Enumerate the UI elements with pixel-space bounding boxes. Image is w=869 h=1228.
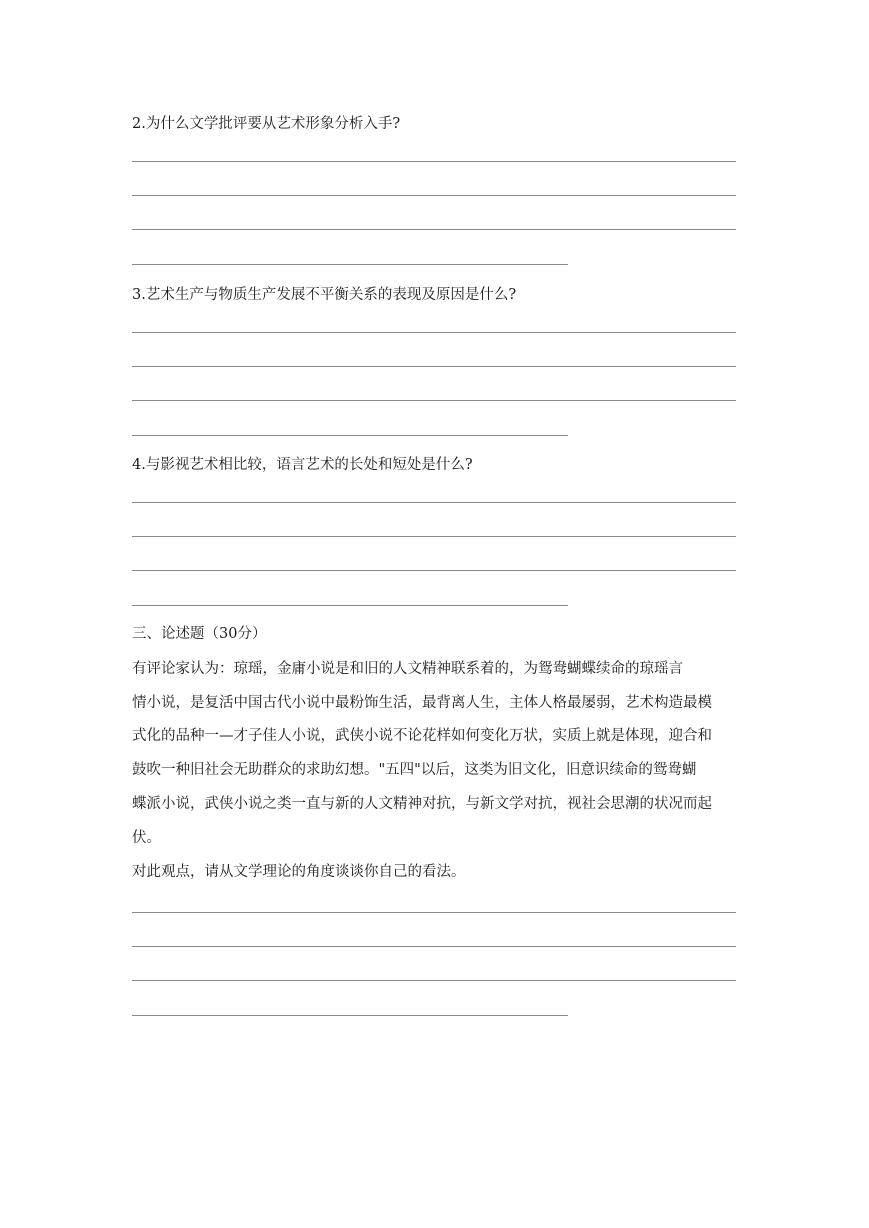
answer-line[interactable] [132,502,736,503]
essay-paragraph-line: 鼓吹一种旧社会无助群众的求助幻想。"五四"以后，这类为旧文化，旧意识续命的鸳鸯蝴 [132,762,697,778]
essay-paragraph-line: 蝶派小说，武侠小说之类一直与新的人文精神对抗，与新文学对抗，视社会思潮的状况而起 [132,796,712,812]
essay-section-heading: 三、论述题（30分） [132,626,267,642]
answer-line[interactable] [132,435,568,436]
answer-line[interactable] [132,980,736,981]
answer-line[interactable] [132,400,736,401]
answer-line[interactable] [132,366,736,367]
answer-line[interactable] [132,332,736,333]
answer-line[interactable] [132,161,736,162]
essay-prompt: 对此观点，请从文学理论的角度谈谈你自己的看法。 [132,864,466,880]
essay-paragraph-line: 有评论家认为：琼瑶，金庸小说是和旧的人文精神联系着的，为鸳鸯蝴蝶续命的琼瑶言 [132,661,683,677]
answer-line[interactable] [132,570,736,571]
question-3-text: 3.艺术生产与物质生产发展不平衡关系的表现及原因是什么? [132,287,517,303]
answer-line[interactable] [132,912,736,913]
question-4-text: 4.与影视艺术相比较，语言艺术的长处和短处是什么? [132,457,473,473]
essay-paragraph-line: 情小说，是复活中国古代小说中最粉饰生活，最背离人生，主体人格最屡弱，艺术构造最模 [132,695,712,711]
question-2-text: 2.为什么文学批评要从艺术形象分析入手? [132,116,401,132]
answer-line[interactable] [132,195,736,196]
answer-line[interactable] [132,536,736,537]
answer-line[interactable] [132,264,568,265]
essay-paragraph-line: 式化的品种一—才子佳人小说，武侠小说不论花样如何变化万状，实质上就是体现，迎合和 [132,728,712,744]
answer-line[interactable] [132,946,736,947]
answer-line[interactable] [132,229,736,230]
essay-paragraph-line: 伏。 [132,830,161,846]
answer-line[interactable] [132,1015,568,1016]
answer-line[interactable] [132,605,568,606]
